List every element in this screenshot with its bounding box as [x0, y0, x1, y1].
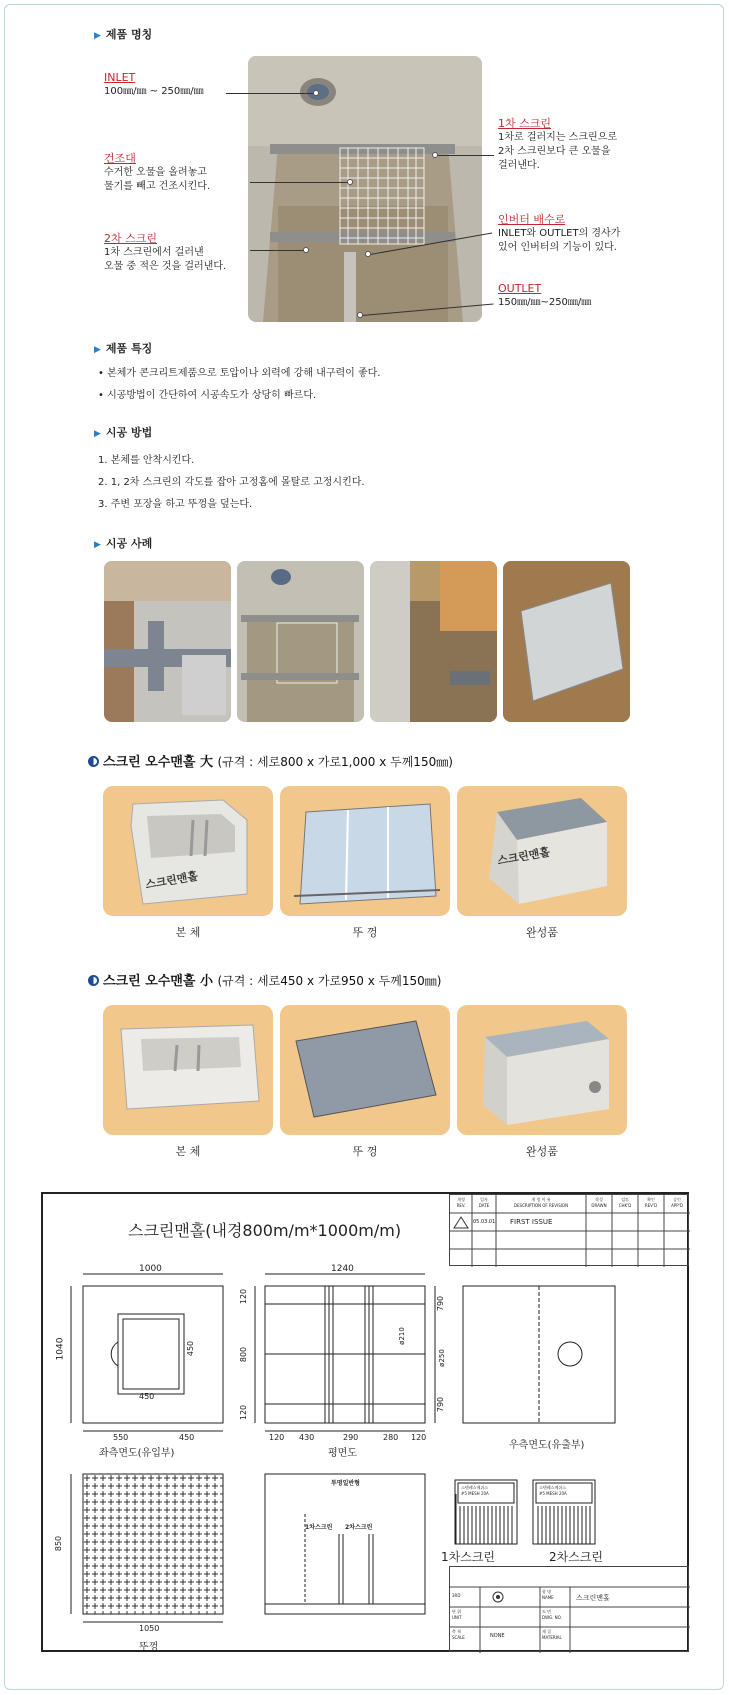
left-view-label: 좌측면도(유입부): [99, 1448, 175, 1459]
case-photo-backfill: [370, 561, 497, 722]
triangle-icon: ▶: [94, 429, 101, 439]
caption-lid: 뚜 껑: [352, 1145, 378, 1158]
caption-body: 본 체: [175, 1145, 201, 1158]
large-product-title: 스크린 오수맨홀 大 (규격 : 세로800 x 가로1,000 x 두께150㎜): [88, 751, 453, 770]
small-finished-card: [457, 1005, 627, 1135]
triangle-icon: ▶: [94, 31, 101, 41]
small-product-title: 스크린 오수맨홀 小 (규격 : 세로450 x 가로950 x 두께150㎜): [88, 970, 441, 989]
caption-body: 본 체: [175, 926, 201, 939]
triangle-icon: ▶: [94, 345, 101, 355]
large-lid-card: [280, 786, 450, 916]
small-lid-card: [280, 1005, 450, 1135]
title-block: 품 명 NAME 스크린맨홀 도 번 DWG. NO. 재 질 MATERIAL 단 위 UNIT 축 척 SCALE NONE 3RD: [449, 1566, 689, 1652]
half-circle-icon: [88, 975, 99, 986]
marker-inlet: [313, 90, 319, 96]
annotation-outlet: OUTLET 150㎜/㎜~250㎜/㎜: [498, 282, 592, 308]
case-photo-screen-installed: [237, 561, 364, 722]
triangle-icon: ▶: [94, 540, 101, 550]
large-body-card: [103, 786, 273, 916]
feature-item: • 시공방법이 간단하여 시공속도가 상당히 빠르다.: [98, 390, 317, 401]
marker-screen1: [432, 152, 438, 158]
product-stamp: 스크린맨홀: [144, 869, 199, 892]
leader-line-inlet: [226, 93, 319, 94]
caption-lid: 뚜 껑: [352, 926, 378, 939]
annotation-dry-rack: 건조대 수거한 오물을 올려놓고 물기를 빼고 건조시킨다.: [104, 152, 211, 192]
case-photo-pipe-connection: [104, 561, 231, 722]
lid-label: 뚜껑: [139, 1642, 159, 1653]
screen1-label: 1차스크린: [441, 1550, 496, 1564]
right-view-label: 우측면도(유출부): [509, 1440, 585, 1451]
caption-finished: 완성품: [526, 1145, 558, 1158]
marker-inverter: [365, 251, 371, 257]
leader-line-dry-rack: [250, 182, 350, 183]
annotation-inverter: 인버터 배수로 INLET와 OUTLET의 경사가 있어 인버터의 기능이 있다.: [498, 213, 621, 253]
annotation-screen2: 2차 스크린 1차 스크린에서 걸러낸 오물 중 적은 것을 걸러낸다.: [104, 232, 227, 272]
marker-screen2: [303, 247, 309, 253]
marker-outlet: [357, 312, 363, 318]
large-finished-card: [457, 786, 627, 916]
manhole-product-photo: [248, 56, 482, 322]
case-photo-lid-covered: [503, 561, 630, 722]
plan-view-label: 평면도: [328, 1448, 357, 1459]
screen2-label: 2차스크린: [549, 1550, 604, 1564]
revision-table: 개정 REV. 일자 DATE 개 정 이 유 DESCRIPTION OF REVISION 작성 DRAWN 검토 CHK'D 확인 REV'D 승인 APP'D 05.03.01 FIRST ISSUE: [449, 1194, 689, 1266]
section-cases-heading: ▶ 시공 사례: [94, 537, 153, 550]
annotation-inlet: INLET 100㎜/㎜ ~ 250㎜/㎜: [104, 71, 204, 97]
annotation-screen1: 1차 스크린 1차로 걸러지는 스크린으로 2차 스크린보다 큰 오물을 걸러낸다.: [498, 117, 617, 171]
half-circle-icon: [88, 756, 99, 767]
leader-line-screen2: [250, 250, 306, 251]
method-step: 2. 1, 2차 스크린의 각도를 잡아 고정홈에 몰탈로 고정시킨다.: [98, 477, 365, 488]
method-step: 3. 주변 포장을 하고 뚜껑을 덮는다.: [98, 499, 253, 510]
small-body-card: [103, 1005, 273, 1135]
technical-drawing: 스크린맨홀(내경800m/m*1000m/m) 개정 REV. 일자 DATE 개 정 이 유 DESCRIPTION OF REVISION 작성 DRAWN 검토 CHK'D 확인 REV'D 승인 APP'D 05.03.01 FIRST ISSUE 1000 1040 450 450 550 450 좌측면도(유입부) 1240 120 800 120 120 430 290 280 120 790 790 ø210 ø250 평면도 우측면도(유출부) 850 1050 뚜껑 투명일반형 1차스크린 2차스크린 스텐레스메쉬스 #5 MESH 20A 스텐레스메쉬스 #5 MESH 20A 1차스크린 2차스크린 품 명 NAME 스크린맨홀 도 번 DWG. NO. 재 질 MATERIAL 단 위 UNIT 축 척 SCALE NONE 3RD: [41, 1192, 689, 1652]
section-naming-heading: ▶ 제품 명칭: [94, 28, 153, 41]
feature-item: • 본체가 콘크리트제품으로 토압이나 외력에 강해 내구력이 좋다.: [98, 368, 381, 379]
leader-line-screen1: [436, 155, 494, 156]
marker-dry-rack: [347, 179, 353, 185]
caption-finished: 완성품: [526, 926, 558, 939]
section-features-heading: ▶ 제품 특징: [94, 342, 153, 355]
drawing-title: 스크린맨홀(내경800m/m*1000m/m): [128, 1221, 402, 1240]
method-step: 1. 본체를 안착시킨다.: [98, 455, 195, 466]
product-stamp: 스크린맨홀: [496, 845, 551, 868]
section-method-heading: ▶ 시공 방법: [94, 426, 153, 439]
